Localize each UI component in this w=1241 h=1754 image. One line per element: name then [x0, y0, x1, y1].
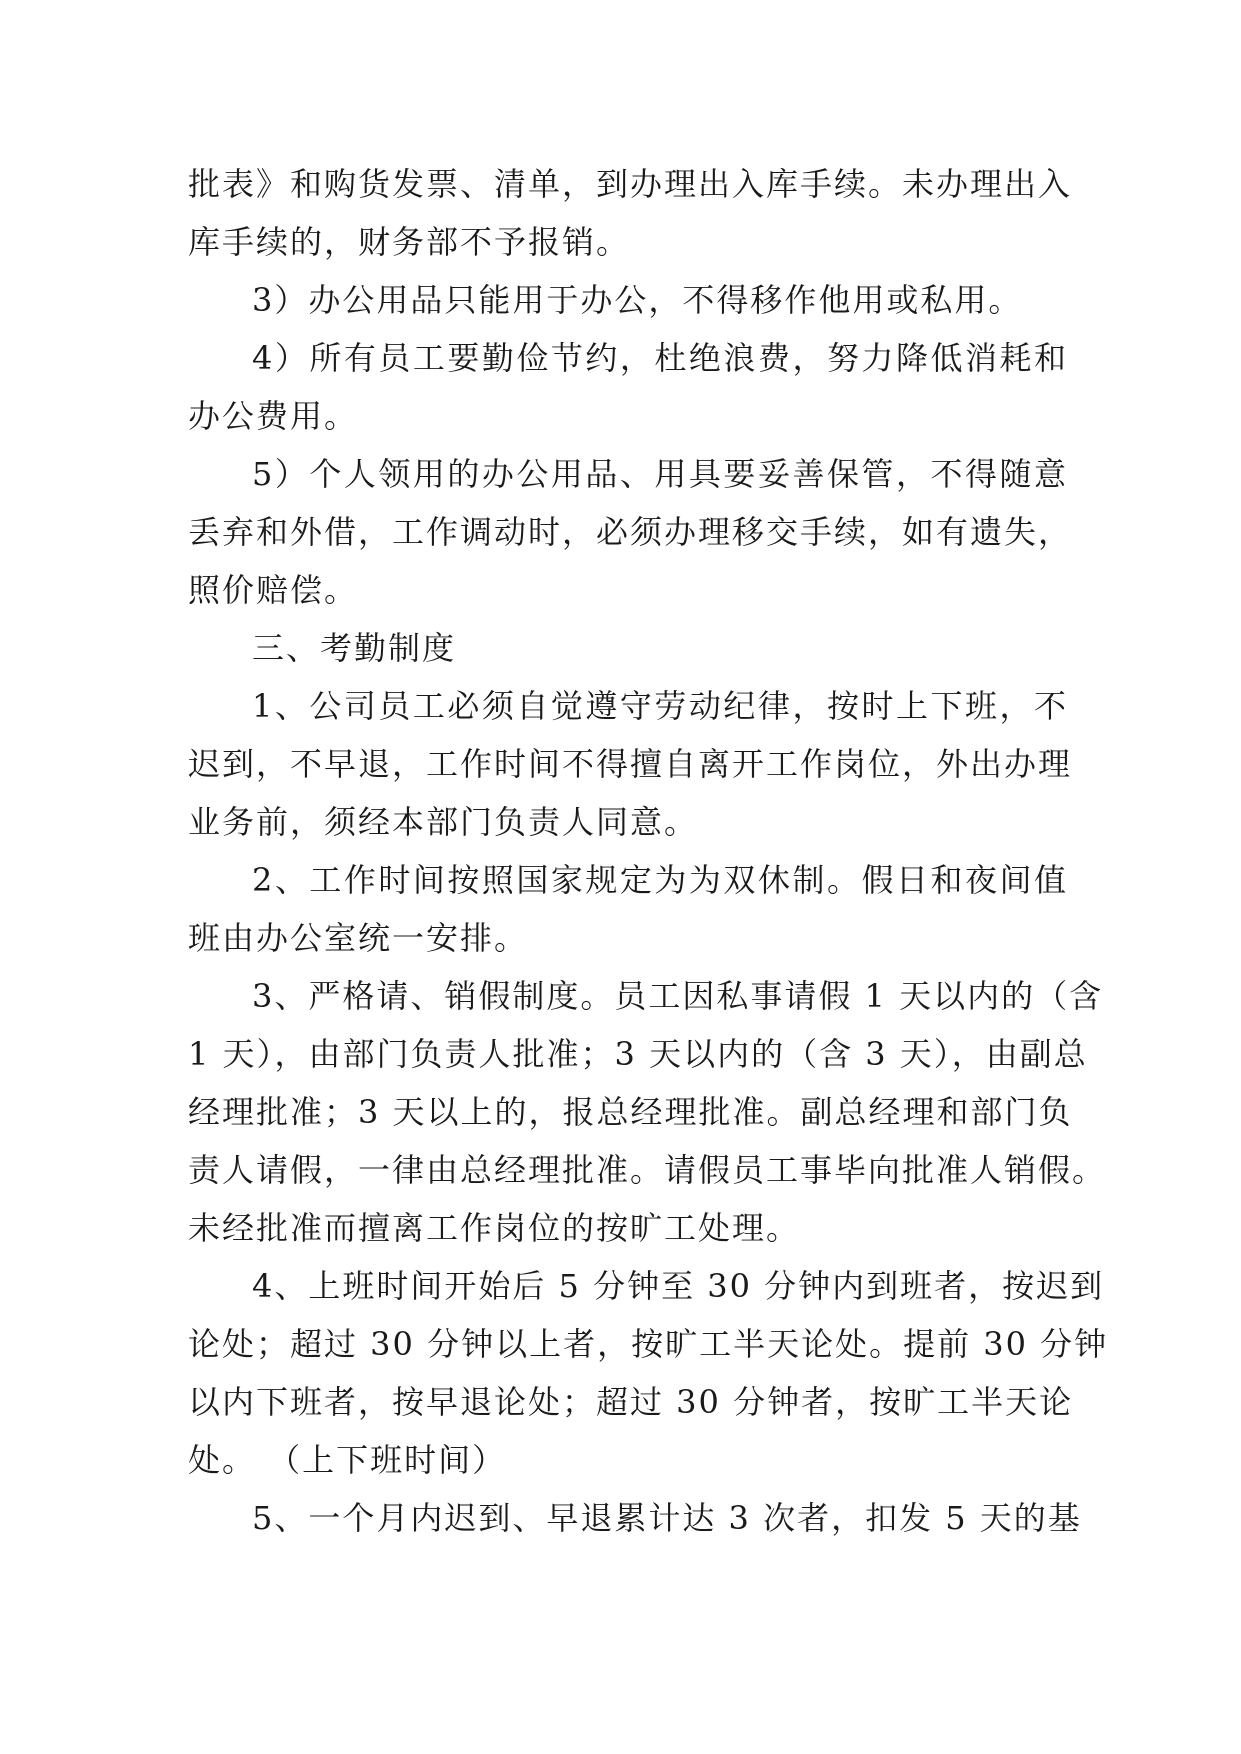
text-line: 库手续的，财务部不予报销。	[188, 223, 631, 261]
text-line: 以内下班者，按早退论处；超过 30 分钟者，按旷工半天论	[188, 1383, 1074, 1421]
text-line: 办公费用。	[188, 397, 359, 435]
text-line: 4）所有员工要勤俭节约，杜绝浪费，努力降低消耗和	[252, 339, 1068, 377]
text-line: 5、一个月内迟到、早退累计达 3 次者，扣发 5 天的基	[252, 1499, 1082, 1537]
text-line: 责人请假，一律由总经理批准。请假员工事毕向批准人销假。	[188, 1151, 1107, 1189]
text-line: 班由办公室统一安排。	[188, 919, 529, 957]
text-line: 5）个人领用的办公用品、用具要妥善保管，不得随意	[252, 455, 1068, 493]
text-line: 4、上班时间开始后 5 分钟至 30 分钟内到班者，按迟到	[252, 1267, 1105, 1305]
section-heading: 三、考勤制度	[252, 629, 457, 667]
text-line: 2、工作时间按照国家规定为为双休制。假日和夜间值	[252, 861, 1068, 899]
text-line: 经理批准；3 天以上的，报总经理批准。副总经理和部门负	[188, 1093, 1073, 1131]
text-line: 3、严格请、销假制度。员工因私事请假 1 天以内的（含	[252, 977, 1104, 1015]
text-line: 论处；超过 30 分钟以上者，按旷工半天论处。提前 30 分钟	[188, 1325, 1109, 1363]
text-line: 未经批准而擅离工作岗位的按旷工处理。	[188, 1209, 801, 1247]
text-line: 1 天），由部门负责人批准；3 天以内的（含 3 天），由副总	[188, 1035, 1088, 1073]
text-line: 丢弃和外借，工作调动时，必须办理移交手续，如有遗失，	[188, 513, 1073, 551]
text-line: 业务前，须经本部门负责人同意。	[188, 803, 699, 841]
text-line: 照价赔偿。	[188, 571, 359, 609]
text-line: 3）办公用品只能用于办公，不得移作他用或私用。	[252, 281, 1023, 319]
text-line: 处。 （上下班时间）	[188, 1441, 507, 1479]
text-line: 迟到，不早退，工作时间不得擅自离开工作岗位，外出办理	[188, 745, 1073, 783]
text-line: 1、公司员工必须自觉遵守劳动纪律，按时上下班，不	[252, 687, 1068, 725]
text-line: 批表》和购货发票、清单，到办理出入库手续。未办理出入	[188, 165, 1073, 203]
